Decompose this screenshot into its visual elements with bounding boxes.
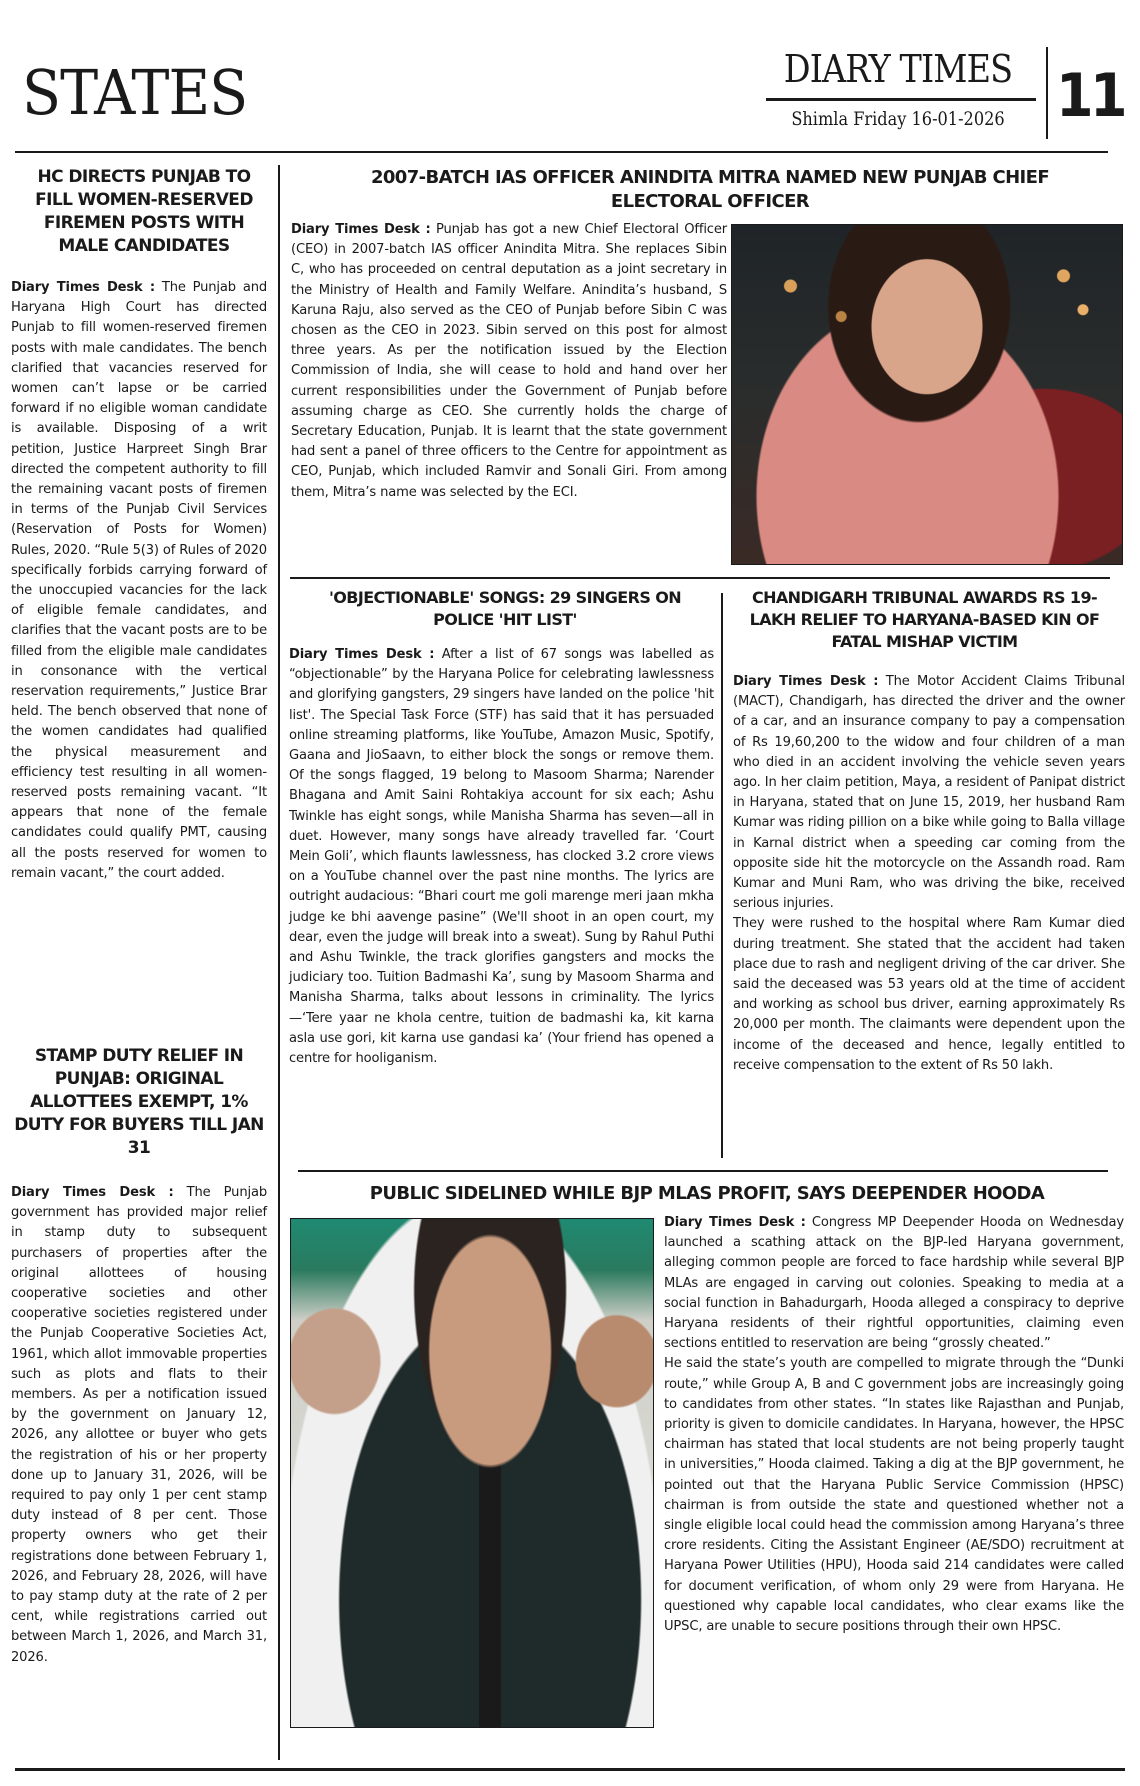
top-rule (15, 151, 1108, 153)
article-paragraph: Diary Times Desk : The Punjab and Haryana High Court has directed Punjab to fill women-reserved firemen posts with male candidates. The bench clarified that vacancies reserved for women can’t lapse or be carried forward if no eligible woman candidate is available. Disposing of a writ petition, Justice Harpreet Singh Brar directed the competent authority to fill the remaining vacant posts of firemen in terms of the Punjab Civil Services (Reservation of Posts for Women) Rules, 2020. “Rule 5(3) of Rules of 2020 specifically forbids carrying forward of the unoccupied vacancies for the lack of eligible female candidates, and clarifies that the vacant posts are to be filled from the eligible male candidates in consonance with the vertical reservation requirements,” Justice Brar held. The bench observed that none of the women candidates had qualified the physical measurement and efficiency test resulting in all women-reserved posts remaining vacant. “It appears that none of the female candidates could qualify PMT, causing all the posts reserved for women to remain vacant,” the court added. (11, 280, 268, 881)
article-paragraph: He said the state’s youth are compelled to migrate through the “Dunki route,” while Group A, B and C government jobs are increasingly going to candidates from other states. “In states like Rajasthan and Punjab, priority is given to domicile candidates. In Haryana, however, the HPSC chairman has stated that local students are not being properly taught in universities,” Hooda claimed. Taking a dig at the BJP government, he pointed out that the Haryana Public Service Commission (HPSC) chairman is from outside the state and questioned whether not a single eligible local could head the commission among Haryana’s three crore residents. Citing the Assistant Engineer (AE/SDO) recruitment at Haryana Power Utilities (HPU), Hooda said 214 candidates were called for document verification, of whom only 29 were from Haryana. He questioned why capable local candidates, who clear exams like the UPSC, are unable to secure positions through their own HPSC. (664, 1356, 1124, 1635)
page-number: 11 (1056, 61, 1124, 131)
left-column-divider (278, 165, 280, 1760)
article-body (11, 278, 267, 884)
article-body (291, 220, 727, 503)
hooda-top-rule (298, 1170, 1108, 1172)
article-paragraph: Diary Times Desk : The Punjab government has provided major relief in stamp duty to subsequent purchasers of properties after the original allottees of housing cooperative societies and other cooperative societies registered under the Punjab Cooperative Societies Act, 1961, which allot immovable properties such as plots and flats to their members. As per a notification issued by the government on January 12, 2026, any allottee or buyer who gets the registration of his or her property done up to January 31, 2026, will be required to pay only 1 per cent stamp duty instead of 8 per cent. Those property owners who get their registrations done between February 1, 2026, and February 28, 2026, will have to pay stamp duty at the rate of 2 per cent, while registrations carried out between March 1, 2026, and March 31, 2026. (11, 1185, 267, 1665)
byline: Diary Times Desk : (289, 647, 435, 662)
deepender-hooda-photo (290, 1218, 654, 1728)
byline: Diary Times Desk : (11, 280, 155, 295)
anindita-mitra-photo (731, 224, 1123, 565)
article-headline: STAMP DUTY RELIEF IN PUNJAB: ORIGINAL ALLOTTEES EXEMPT, 1% DUTY FOR BUYERS TILL JAN 31 (14, 1046, 264, 1159)
article-body (289, 645, 714, 1069)
section-title: STATES (22, 56, 248, 129)
masthead-vertical-divider (1046, 47, 1048, 139)
article-headline: PUBLIC SIDELINED WHILE BJP MLAS PROFIT, SAYS DEEPENDER HOODA (369, 1183, 1045, 1204)
article-paragraph: Diary Times Desk : Congress MP Deepender Hooda on Wednesday launched a scathing attack on the BJP-led Haryana government, alleging common people are forced to face hardship while several BJP MLAs are engaged in carving out colonies. Speaking to media at a social function in Bahadurgarh, Hooda alleged a conspiracy to deprive Haryana residents of their rightful opportunities, claiming even sections entitled to reservation are being “grossly cheated.” (664, 1215, 1125, 1352)
bottom-rule (15, 1768, 1125, 1771)
article-paragraph: Diary Times Desk : The Motor Accident Claims Tribunal (MACT), Chandigarh, has directed the driver and the owner of a car, and an insurance company to pay a compensation of Rs 19,60,200 to the widow and four children of a man who died in an accident involving the vehicle seven years ago. In her claim petition, Maya, a resident of Panipat district in Haryana, stated that on June 15, 2019, her husband Ram Kumar was riding pillion on a bike while going to Balla village in Karnal district when a speeding car coming from the opposite side hit the motorcycle on the Assandh road. Ram Kumar and Muni Ram, who was driving the bike, received serious injuries. (733, 674, 1126, 912)
article-headline: HC DIRECTS PUNJAB TO FILL WOMEN-RESERVED FIREMEN POSTS WITH MALE CANDIDATES (35, 167, 253, 257)
article-body (11, 1183, 267, 1668)
article-headline: 'OBJECTIONABLE' SONGS: 29 SINGERS ON POLICE 'HIT LIST' (328, 588, 682, 629)
article-paragraph: Diary Times Desk : Punjab has got a new Chief Electoral Officer (CEO) in 2007-batch IAS officer Anindita Mitra. She replaces Sibin C, who has proceeded on central deputation as a joint secretary in the Ministry of Health and Family Welfare. Anindita’s husband, S Karuna Raju, also served as the CEO of Punjab before Sibin C was chosen as the CEO in 2023. Sibin served on this post for almost three years. As per the notification issued by the Election Commission of India, she will cease to hold and hand over her current responsibilities under the Government of Punjab before assuming charge as CEO. She currently holds the charge of Secretary Education, Punjab. It is learnt that the state government had sent a panel of three officers to the Centre for appointment as CEO, Punjab, which included Ramvir and Sonali Giri. From among them, Mitra’s name was selected by the ECI. (291, 222, 727, 500)
article-headline: CHANDIGARH TRIBUNAL AWARDS RS 19-LAKH RELIEF TO HARYANA-BASED KIN OF FATAL MISHAP VICTIM (749, 588, 1100, 651)
article-paragraph: Diary Times Desk : After a list of 67 songs was labelled as “objectionable” by the Haryana Police for celebrating lawlessness and glorifying gangsters, 29 singers have landed on the police 'hit list'. The Special Task Force (STF) has said that it has persuaded online streaming platforms, like YouTube, Amazon Music, Spotify, Gaana and JioSaavn, to either block the songs or remove them. Of the songs flagged, 19 belong to Masoom Sharma; Narender Bhagana and Amit Saini Rohtakiya account for six each; Ashu Twinkle has eight songs, while Manisha Sharma has seven—all in duet. However, many songs have already travelled far. ‘Court Mein Goli’, which flaunts lawlessness, has clocked 3.2 crore views on a YouTube channel over the past nine months. The lyrics are outright audacious: “Bhari court me goli marenge meri jaan mkha judge ke bhi aavenge pasine” (We'll shoot in an open court, my dear, even the judge will break into a sweat). Sung by Rahul Puthi and Ashu Twinkle, the track glorifies gangsters and mocks the judiciary too. Tuition Badmashi Ka’, sung by Masoom Sharma and Manisha Sharma, talks about lessons in criminality. The lyrics —‘Tere yaar ne khola centre, tuition de badmashi ka, kit karna asla use gori, kit karna use gandasi ka’ (Your friend has opened a centre for hooliganism. (289, 647, 714, 1067)
byline: Diary Times Desk : (664, 1215, 806, 1230)
article-headline: 2007-BATCH IAS OFFICER ANINDITA MITRA NAMED NEW PUNJAB CHIEF ELECTORAL OFFICER (370, 167, 1050, 213)
byline: Diary Times Desk : (11, 1185, 174, 1200)
middle-column-divider (721, 593, 723, 1158)
byline: Diary Times Desk : (291, 222, 431, 237)
masthead-divider (766, 98, 1036, 101)
dateline: Shimla Friday 16-01-2026 (791, 108, 1005, 130)
article-body (664, 1213, 1124, 1637)
article-body (733, 672, 1125, 1076)
article-paragraph: They were rushed to the hospital where Ram Kumar died during treatment. She stated that the accident had taken place due to rash and negligent driving of the car driver. She said the deceased was 53 years old at the time of accident and working as school bus driver, earning approximately Rs 20,000 per month. The claimants were dependent upon the income of the deceased and hence, legally entitled to receive compensation to the extent of Rs 50 lakh. (733, 916, 1125, 1073)
ceo-bottom-rule (290, 577, 1110, 579)
byline: Diary Times Desk : (733, 674, 879, 689)
newspaper-brand: DIARY TIMES (783, 47, 1013, 91)
